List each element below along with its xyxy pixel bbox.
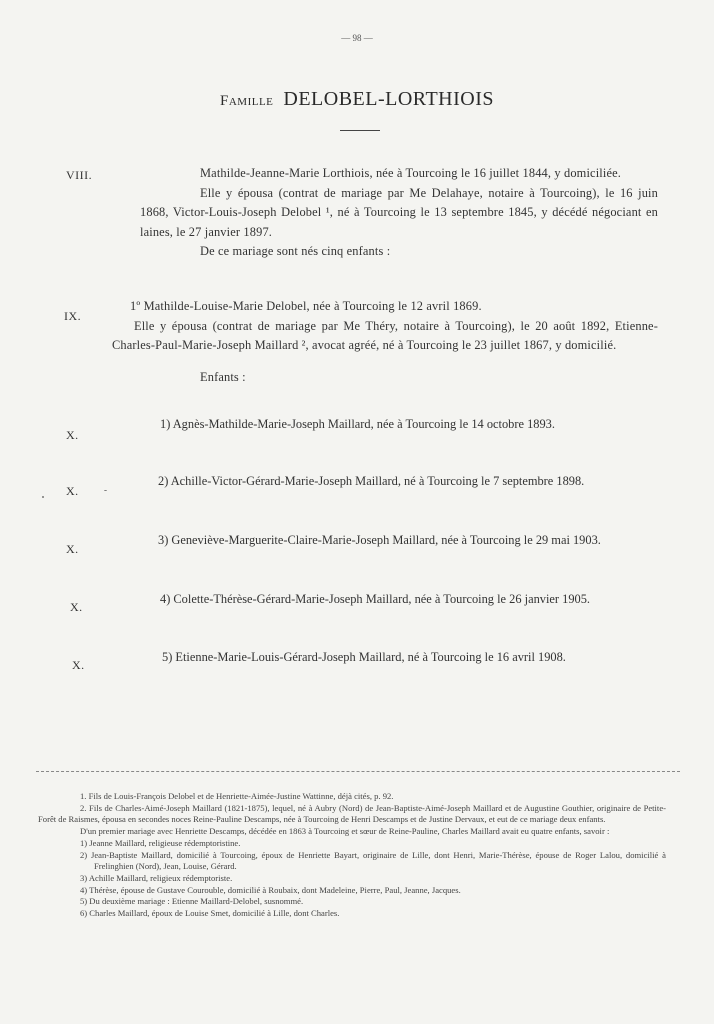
child-label: X. [66,428,79,442]
scan-speck [104,490,107,491]
footnote-2-child-3: 3) Achille Maillard, religieux rédemptoriste. [80,872,233,883]
page-number: — 98 — [341,33,373,43]
footnote-2-child-4: 4) Thérèse, épouse de Gustave Courouble, domicilié à Roubaix, dont Madeleine, Pierre, Paul, Jeanne, Jacques. [80,884,461,895]
generation-ix-entry [112,297,658,387]
footnote-2: 2. Fils de Charles-Aimé-Joseph Maillard (1821-1875), lequel, né à Aubry (Nord) de Jean-Baptiste-Aimé-Joseph Maillard et de Augustine Gouthier, originaire de Petite-Forêt de Raismes, épousa en secondes noces Reine-Pauline Descamps, née à Tourcoing de Henri Descamps et de Justine Dervaux, et eut de ce mariage deux enfants. [38,802,666,825]
title-prefix: Famille [220,93,274,109]
generation-ix-marriage: Elle y épousa (contrat de mariage par Me Théry, notaire à Tourcoing), le 20 août 1892, Etienne-Charles-Paul-Marie-Joseph Maillard ², avocat agréé, né à Tourcoing le 23 juillet 1867, y domicilié. [112,318,658,352]
footnote-2-first-marriage: D'un premier mariage avec Henriette Descamps, décédée en 1863 à Tourcoing et sœur de Reine-Pauline, Charles Maillard avait eu quatre enfants, savoir : [80,826,610,837]
child-label: X. [66,484,79,498]
generation-viii-marriage: Elle y épousa (contrat de mariage par Me Delahaye, notaire à Tourcoing), le 16 juin 1868, Victor-Louis-Joseph Delobel ¹, né à Tourcoing le 13 septembre 1845, y décédé négociant en laines, le 27 janvier 1897. [140,185,658,239]
footnote-2-child-1: 1) Jeanne Maillard, religieuse rédemptoristine. [80,837,241,848]
footnote-2-child-5: 5) Du deuxième mariage : Etienne Maillard-Delobel, susnommé. [80,896,304,907]
generation-viii-children-intro: De ce mariage sont nés cinq enfants : [200,244,391,258]
footnote-divider [36,771,680,772]
title-divider [340,130,380,131]
children-heading: Enfants : [200,369,246,384]
child-entry: 1) Agnès-Mathilde-Marie-Joseph Maillard, née à Tourcoing le 14 octobre 1893. [160,417,555,431]
child-label: X. [66,542,79,556]
page-title [0,88,714,111]
child-label: X. [72,658,85,672]
generation-label-viii: VIII. [66,168,93,182]
generation-viii-birth: Mathilde-Jeanne-Marie Lorthiois, née à Tourcoing le 16 juillet 1844, y domiciliée. [200,166,622,180]
scan-speck [42,496,44,498]
child-entry: 5) Etienne-Marie-Louis-Gérard-Joseph Maillard, né à Tourcoing le 16 avril 1908. [162,650,566,664]
generation-ix-birth: 1º Mathilde-Louise-Marie Delobel, née à Tourcoing le 12 avril 1869. [130,299,482,313]
footnote-2-child-6: 6) Charles Maillard, époux de Louise Smet, domicilié à Lille, dont Charles. [80,908,340,919]
footnote-2-child-2: 2) Jean-Baptiste Maillard, domicilié à Tourcoing, époux de Henriette Bayart, originaire de Lille, dont Henri, Marie-Thérèse, épouse de Roger Lalou, domicilié à Frelinghien (Nord), Jean, Louise, Gérard. [80,849,666,872]
child-entry: 4) Colette-Thérèse-Gérard-Marie-Joseph Maillard, née à Tourcoing le 26 janvier 1905. [160,592,591,606]
footnote-1: 1. Fils de Louis-François Delobel et de Henriette-Aimée-Justine Wattinne, déjà cités, p. 92. [80,791,394,801]
child-entry: 3) Geneviève-Marguerite-Claire-Marie-Joseph Maillard, née à Tourcoing le 29 mai 1903. [158,533,601,547]
child-label: X. [70,600,83,614]
child-entry: 2) Achille-Victor-Gérard-Marie-Joseph Maillard, né à Tourcoing le 7 septembre 1898. [158,474,585,488]
generation-label-ix: IX. [64,309,82,323]
footnotes [38,791,666,920]
generation-viii-entry [140,164,658,262]
title-family-name: DELOBEL-LORTHIOIS [283,88,494,110]
